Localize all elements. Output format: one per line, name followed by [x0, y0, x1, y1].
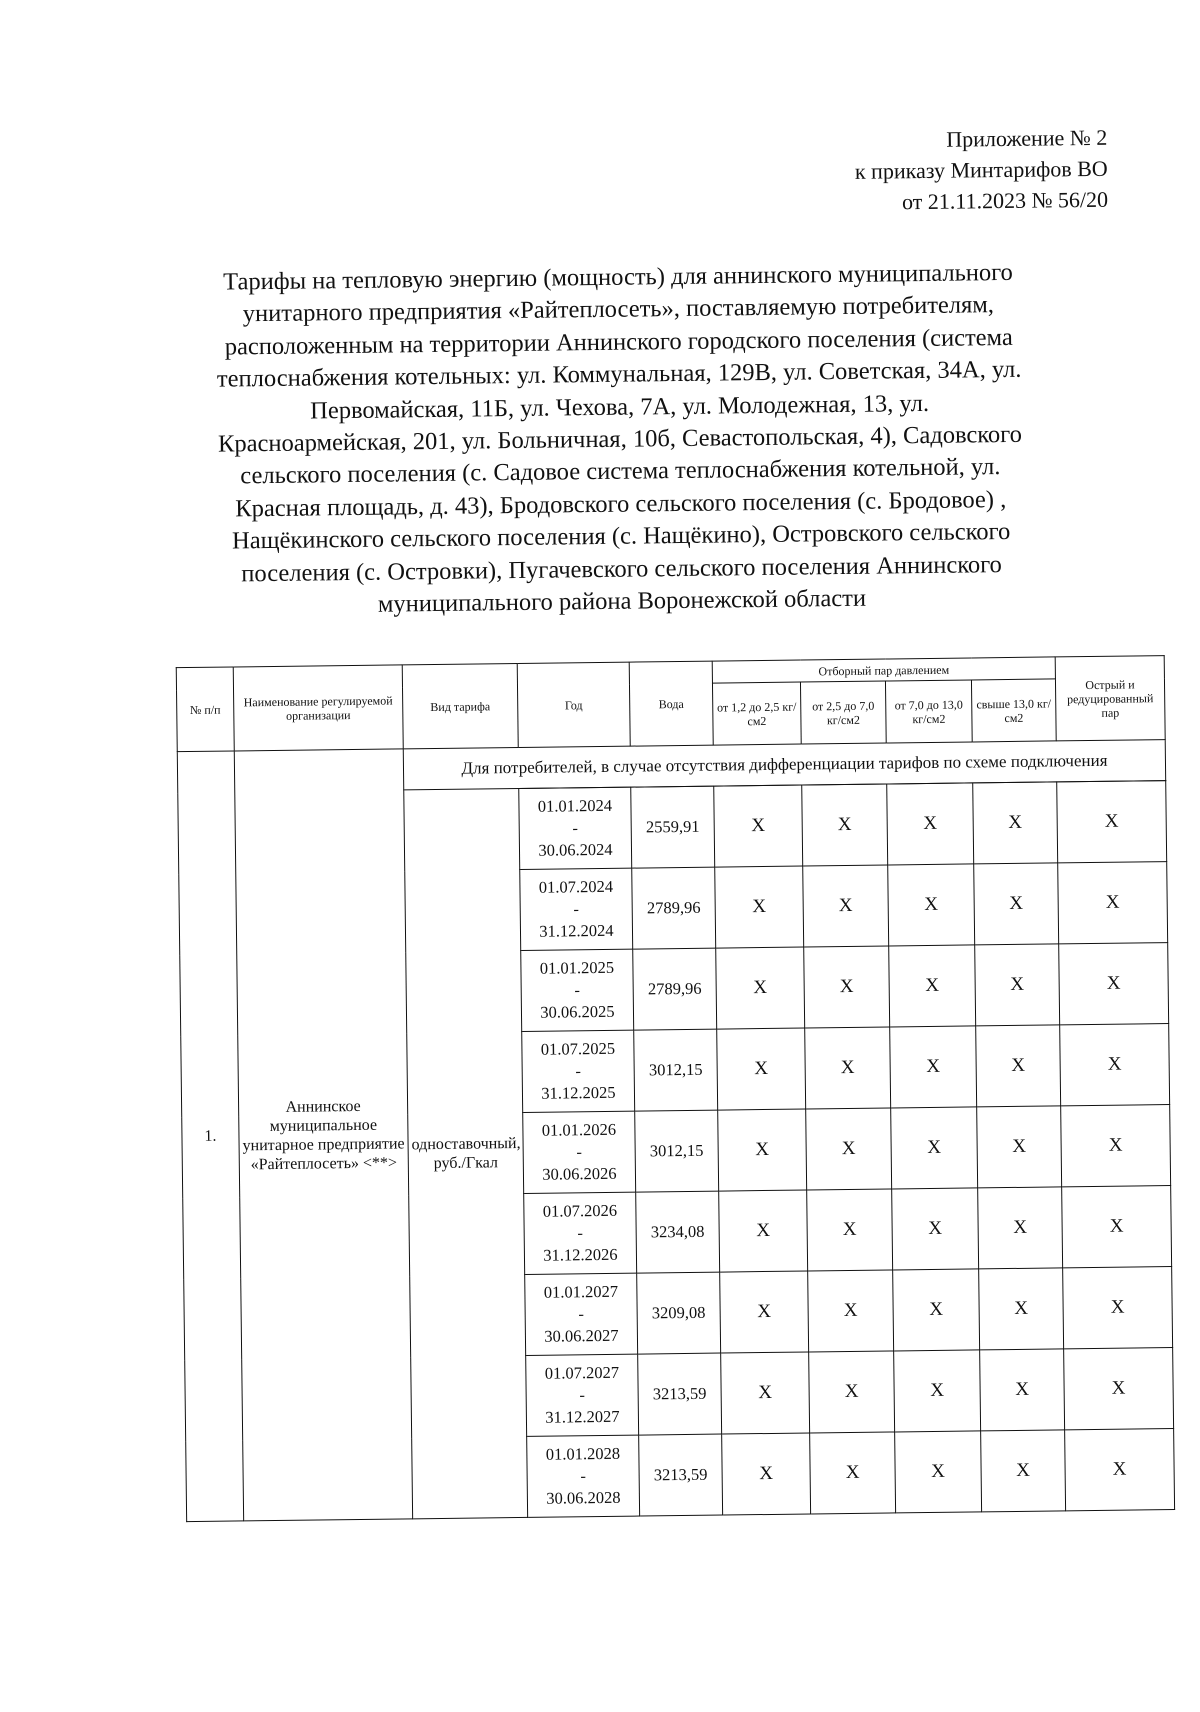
period-cell	[526, 1354, 639, 1436]
sharp-steam-value: X	[1063, 1267, 1173, 1349]
period-cell	[524, 1192, 637, 1274]
appendix-line-1: Приложение № 2	[946, 124, 1108, 152]
title-line: расположенным на территории Аннинского городского поселения (система	[224, 323, 1013, 361]
sharp-steam-value: X	[1062, 1186, 1172, 1268]
period-dash: -	[572, 818, 579, 838]
period-cell	[522, 1030, 635, 1112]
period-dash: -	[577, 1223, 584, 1243]
title-line: Тарифы на тепловую энергию (мощность) для аннинского муниципального	[223, 258, 1013, 296]
title-line: Красная площадь, д. 43), Бродовского сельского поселения (с. Бродовое) ,	[235, 485, 1007, 523]
period-from: 01.01.2027	[543, 1281, 619, 1302]
document-title	[143, 256, 1097, 624]
period-to: 31.12.2026	[543, 1244, 618, 1265]
tariff-table	[176, 655, 1175, 1522]
header-num: № п/п	[176, 667, 234, 752]
header-pressure-4: свыше 13,0 кг/см2	[971, 679, 1056, 742]
pressure-1-value: X	[715, 866, 804, 948]
water-tariff: 3012,15	[635, 1110, 719, 1192]
header-steam-group: Отборный пар давлением	[712, 657, 1055, 683]
period-dash: -	[574, 980, 581, 1000]
pressure-2-value: X	[803, 865, 889, 947]
period-dash: -	[573, 899, 580, 919]
pressure-2-value: X	[804, 946, 890, 1028]
period-from: 01.01.2024	[537, 795, 613, 816]
header-sharp-steam: Острый и редуцированный пар	[1055, 656, 1165, 741]
period-cell	[519, 787, 632, 869]
period-cell	[521, 949, 634, 1031]
pressure-1-value: X	[720, 1271, 809, 1353]
pressure-4-value: X	[974, 863, 1059, 945]
sharp-steam-value: X	[1057, 781, 1167, 863]
period-from: 01.01.2026	[541, 1119, 617, 1140]
pressure-4-value: X	[976, 1025, 1061, 1107]
period-to: 31.12.2027	[545, 1406, 620, 1427]
title-line: Нащёкинского сельского поселения (с. Нащёкино), Островского сельского	[231, 518, 1011, 555]
period-to: 30.06.2024	[538, 839, 613, 860]
pressure-4-value: X	[977, 1106, 1062, 1188]
period-to: 30.06.2028	[546, 1487, 621, 1508]
water-tariff: 2559,91	[631, 786, 715, 868]
pressure-1-value: X	[714, 785, 803, 867]
pressure-3-value: X	[895, 1431, 982, 1513]
period-dash: -	[576, 1142, 583, 1162]
period-from: 01.01.2025	[539, 957, 615, 978]
sharp-steam-value: X	[1058, 862, 1168, 944]
period-from: 01.07.2024	[538, 876, 614, 897]
title-line: муниципального района Воронежской области	[377, 584, 867, 618]
pressure-4-value: X	[978, 1187, 1063, 1269]
period-to: 30.06.2025	[540, 1001, 615, 1022]
row-number: 1.	[177, 751, 243, 1522]
pressure-4-value: X	[975, 944, 1060, 1026]
appendix-line-3: от 21.11.2023 № 56/20	[901, 186, 1109, 215]
header-tariff-kind: Вид тарифа	[402, 663, 518, 748]
period-from: 01.07.2026	[542, 1200, 618, 1221]
consumer-subheader: Для потребителей, в случае отсутствия дифференциации тарифов по схеме подключения	[403, 740, 1165, 790]
pressure-3-value: X	[893, 1269, 980, 1351]
pressure-4-value: X	[980, 1349, 1065, 1431]
sharp-steam-value: X	[1059, 943, 1169, 1025]
title-line: унитарного предприятия «Райтеплосеть», поставляемую потребителям,	[242, 291, 995, 328]
title-line: теплоснабжения котельных: ул. Коммунальная, 129В, ул. Советская, 34А, ул.	[216, 356, 1022, 393]
title-line: Красноармейская, 201, ул. Больничная, 10б, Севастопольская, 4), Садовского	[217, 420, 1023, 458]
pressure-1-value: X	[722, 1433, 811, 1515]
period-to: 30.06.2027	[544, 1325, 619, 1346]
water-tariff: 3012,15	[634, 1029, 718, 1111]
pressure-2-value: X	[802, 784, 888, 866]
title-line: Первомайская, 11Б, ул. Чехова, 7А, ул. Молодежная, 13, ул.	[310, 389, 930, 425]
period-from: 01.07.2025	[540, 1038, 616, 1059]
pressure-3-value: X	[892, 1188, 979, 1270]
pressure-2-value: X	[810, 1432, 896, 1514]
sharp-steam-value: X	[1065, 1429, 1175, 1511]
pressure-2-value: X	[807, 1189, 893, 1271]
sharp-steam-value: X	[1060, 1024, 1170, 1106]
header-org: Наименование регулируемой организации	[233, 665, 403, 751]
period-cell	[525, 1273, 638, 1355]
sharp-steam-value: X	[1061, 1105, 1171, 1187]
period-dash: -	[580, 1466, 587, 1486]
pressure-3-value: X	[894, 1350, 981, 1432]
pressure-1-value: X	[718, 1109, 807, 1191]
pressure-2-value: X	[809, 1351, 895, 1433]
period-dash: -	[575, 1061, 582, 1081]
pressure-1-value: X	[721, 1352, 810, 1434]
tariff-kind: одноставочный, руб./Гкал	[404, 788, 528, 1518]
water-tariff: 3209,08	[637, 1272, 721, 1354]
header-year: Год	[517, 662, 630, 747]
sharp-steam-value: X	[1064, 1348, 1174, 1430]
appendix-reference	[854, 122, 1108, 218]
period-to: 31.12.2024	[539, 920, 614, 941]
period-cell	[520, 868, 633, 950]
water-tariff: 2789,96	[633, 948, 717, 1030]
water-tariff: 3213,59	[638, 1353, 722, 1435]
organization-name: Аннинское муниципальное унитарное предприятие «Райтеплосеть» <**>	[234, 749, 412, 1521]
pressure-2-value: X	[808, 1270, 894, 1352]
title-line: поселения (с. Островки), Пугачевского сельского поселения Аннинского	[241, 550, 1002, 588]
pressure-1-value: X	[717, 1028, 806, 1110]
header-pressure-1: от 1,2 до 2,5 кг/см2	[712, 682, 801, 745]
period-dash: -	[579, 1385, 586, 1405]
period-cell	[527, 1435, 640, 1517]
period-dash: -	[578, 1304, 585, 1324]
pressure-4-value: X	[979, 1268, 1064, 1350]
pressure-3-value: X	[888, 864, 975, 946]
pressure-4-value: X	[981, 1430, 1066, 1512]
period-to: 31.12.2025	[541, 1082, 616, 1103]
header-water: Вода	[629, 661, 713, 746]
header-pressure-3: от 7,0 до 13,0 кг/см2	[885, 680, 972, 743]
pressure-3-value: X	[887, 783, 974, 865]
period-to: 30.06.2026	[542, 1163, 617, 1184]
water-tariff: 3213,59	[639, 1434, 723, 1516]
water-tariff: 3234,08	[636, 1191, 720, 1273]
pressure-1-value: X	[716, 947, 805, 1029]
pressure-3-value: X	[889, 945, 976, 1027]
title-line: сельского поселения (с. Садовое система теплоснабжения котельной, ул.	[240, 453, 1001, 490]
pressure-2-value: X	[805, 1027, 891, 1109]
period-from: 01.01.2028	[545, 1443, 621, 1464]
pressure-3-value: X	[891, 1107, 978, 1189]
header-pressure-2: от 2,5 до 7,0 кг/см2	[800, 681, 886, 744]
period-cell	[523, 1111, 636, 1193]
water-tariff: 2789,96	[632, 867, 716, 949]
appendix-line-2: к приказу Минтарифов ВО	[854, 155, 1108, 184]
period-from: 01.07.2027	[544, 1362, 620, 1383]
pressure-1-value: X	[719, 1190, 808, 1272]
pressure-4-value: X	[973, 782, 1058, 864]
pressure-2-value: X	[806, 1108, 892, 1190]
pressure-3-value: X	[890, 1026, 977, 1108]
